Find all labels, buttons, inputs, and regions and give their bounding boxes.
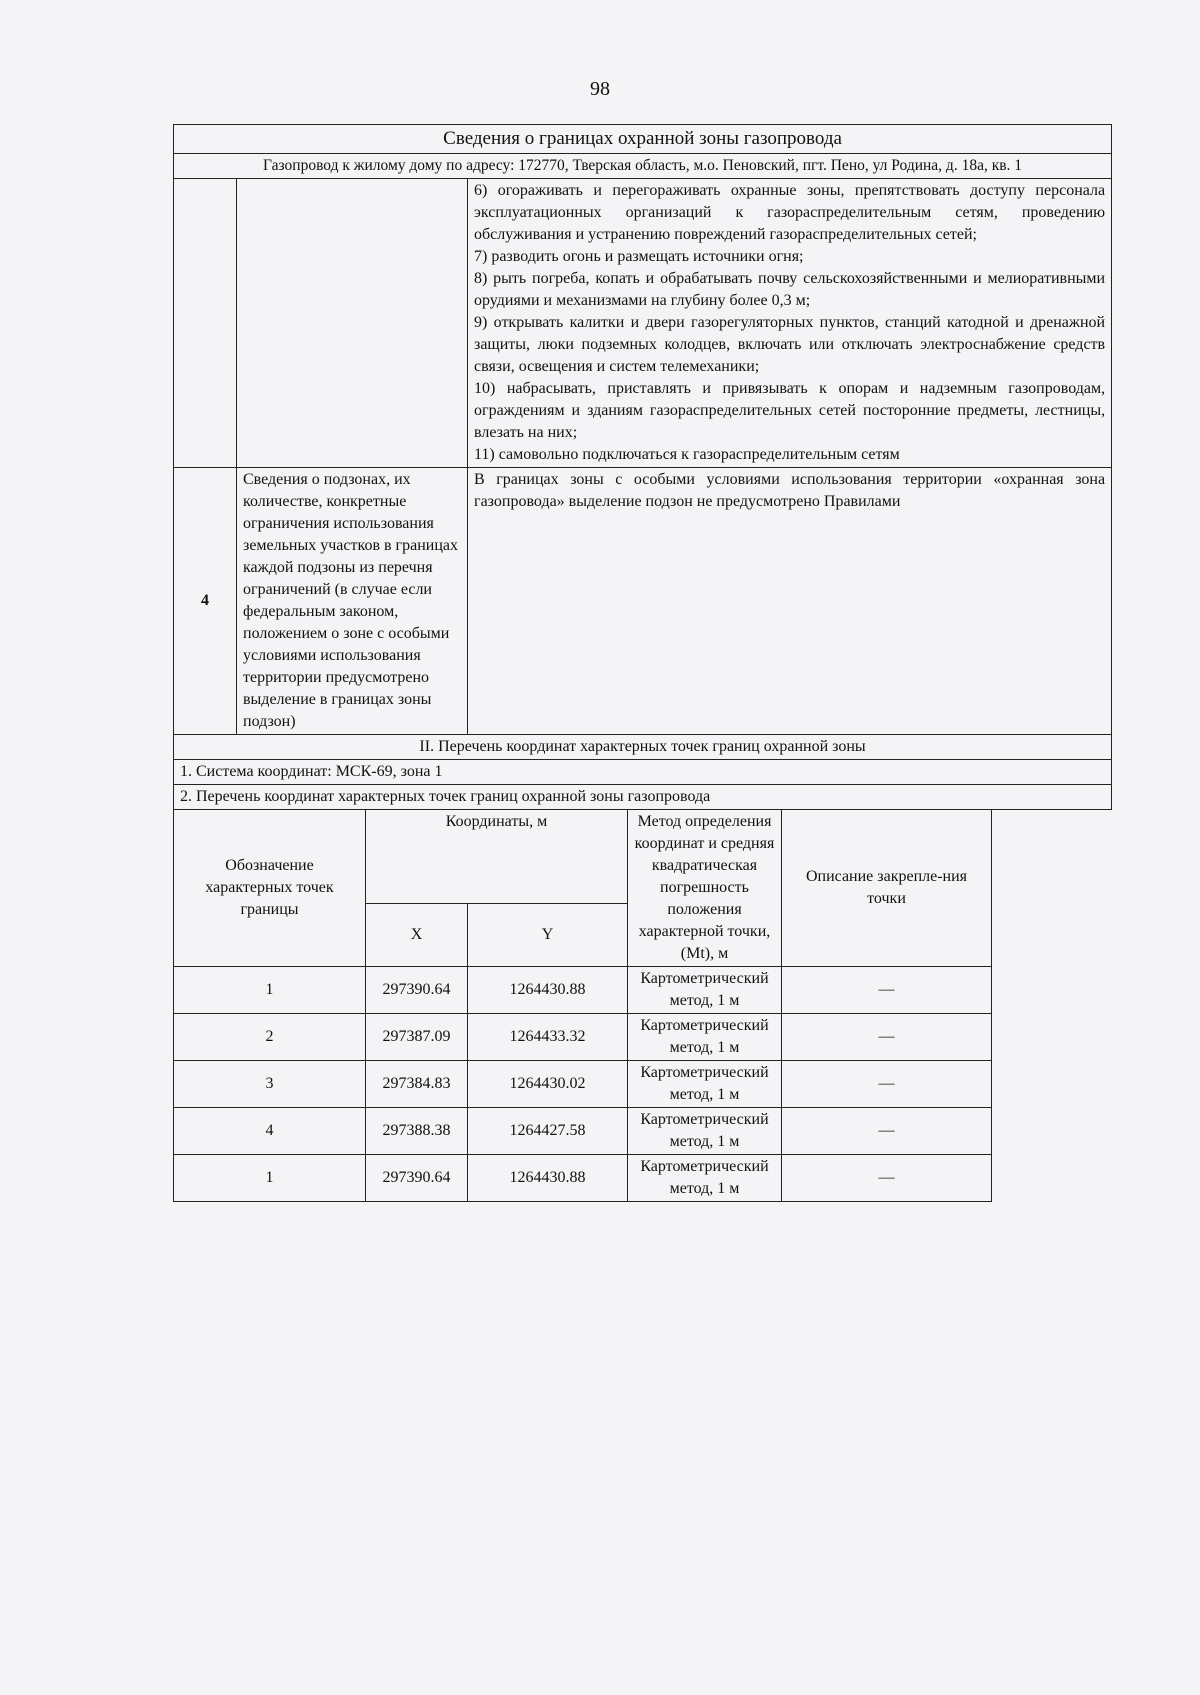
description-cell: —: [782, 967, 992, 1014]
coordinate-list-title: 2. Перечень координат характерных точек границ охранной зоны газопровода: [174, 785, 1112, 810]
y-cell: 1264430.88: [468, 967, 628, 1014]
y-cell: 1264427.58: [468, 1108, 628, 1155]
method-cell: Картометрический метод, 1 м: [628, 1108, 782, 1155]
point-cell: 4: [174, 1108, 366, 1155]
method-cell: Картометрический метод, 1 м: [628, 1155, 782, 1202]
point-cell: 3: [174, 1061, 366, 1108]
description-cell: —: [782, 1014, 992, 1061]
restrictions-number-cell: [174, 179, 237, 468]
x-cell: 297384.83: [366, 1061, 468, 1108]
restriction-item: 11) самовольно подключаться к газораспределительным сетям: [474, 446, 900, 463]
coord-header-row-1: [174, 810, 1112, 904]
x-cell: 297390.64: [366, 967, 468, 1014]
table-row: [174, 1155, 1112, 1202]
header-coordinates: Координаты, м: [366, 810, 628, 904]
restriction-item: 8) рыть погреба, копать и обрабатывать почву сельскохозяйственными и мелиоративными орудиями и механизмами на глубину более 0,3 м;: [474, 270, 1106, 309]
table-row: [174, 1014, 1112, 1061]
protection-zone-table: [173, 124, 1112, 1202]
coordinate-system: 1. Система координат: МСК-69, зона 1: [174, 760, 1112, 785]
row-number: 4: [174, 468, 237, 735]
table-row: [174, 1108, 1112, 1155]
restriction-item: 9) открывать калитки и двери газорегуляторных пунктов, станций катодной и дренажной защиты, люки подземных колодцев, включать или отключать электроснабжение средств связи, освещения и систем телемеханики;: [474, 314, 1106, 375]
description-cell: —: [782, 1155, 992, 1202]
table-row: [174, 967, 1112, 1014]
subzones-value: В границах зоны с особыми условиями использования территории «охранная зона газопровода» выделение подзон не предусмотрено Правилами: [468, 468, 1112, 735]
subzones-label: Сведения о подзонах, их количестве, конкретные ограничения использования земельных участков в границах каждой подзоны из перечня ограничений (в случае если федеральным законом, положением о зоне с особыми условиями использования территории предусмотрено выделение в границах зоны подзон): [237, 468, 468, 735]
description-cell: —: [782, 1061, 992, 1108]
object-address: Газопровод к жилому дому по адресу: 172770, Тверская область, м.о. Пеновский, пгт. Пено, ул Родина, д. 18а, кв. 1: [174, 154, 1112, 179]
method-cell: Картометрический метод, 1 м: [628, 1061, 782, 1108]
x-cell: 297387.09: [366, 1014, 468, 1061]
method-cell: Картометрический метод, 1 м: [628, 1014, 782, 1061]
header-point: Обозначение характерных точек границы: [174, 810, 366, 967]
restrictions-list: [468, 179, 1112, 468]
restriction-item: 7) разводить огонь и размещать источники огня;: [474, 248, 804, 265]
subzones-row: [174, 468, 1112, 735]
method-cell: Картометрический метод, 1 м: [628, 967, 782, 1014]
y-cell: 1264433.32: [468, 1014, 628, 1061]
header-description: Описание закрепле-ния точки: [782, 810, 992, 967]
x-cell: 297388.38: [366, 1108, 468, 1155]
y-cell: 1264430.02: [468, 1061, 628, 1108]
point-cell: 1: [174, 967, 366, 1014]
point-cell: 2: [174, 1014, 366, 1061]
restrictions-label-cell: [237, 179, 468, 468]
restriction-item: 6) огораживать и перегораживать охранные зоны, препятствовать доступу персонала эксплуатационных организаций к газораспределительным сетям, проведению обслуживания и устранению повреждений газораспределительных сетей;: [474, 182, 1106, 243]
point-cell: 1: [174, 1155, 366, 1202]
section-heading: II. Перечень координат характерных точек границ охранной зоны: [174, 735, 1112, 760]
header-y: Y: [468, 904, 628, 967]
restriction-item: 10) набрасывать, приставлять и привязывать к опорам и надземным газопроводам, ограждениям и зданиям газораспределительных сетей посторонние предметы, лестницы, влезать на них;: [474, 380, 1106, 441]
x-cell: 297390.64: [366, 1155, 468, 1202]
header-x: X: [366, 904, 468, 967]
header-method: Метод определения координат и средняя квадратическая погрешность положения характерной точки, (Mt), м: [628, 810, 782, 967]
description-cell: —: [782, 1108, 992, 1155]
y-cell: 1264430.88: [468, 1155, 628, 1202]
restrictions-row: [174, 179, 1112, 468]
page-number: 98: [590, 78, 610, 100]
table-row: [174, 1061, 1112, 1108]
document-title: Сведения о границах охранной зоны газопровода: [174, 125, 1112, 154]
